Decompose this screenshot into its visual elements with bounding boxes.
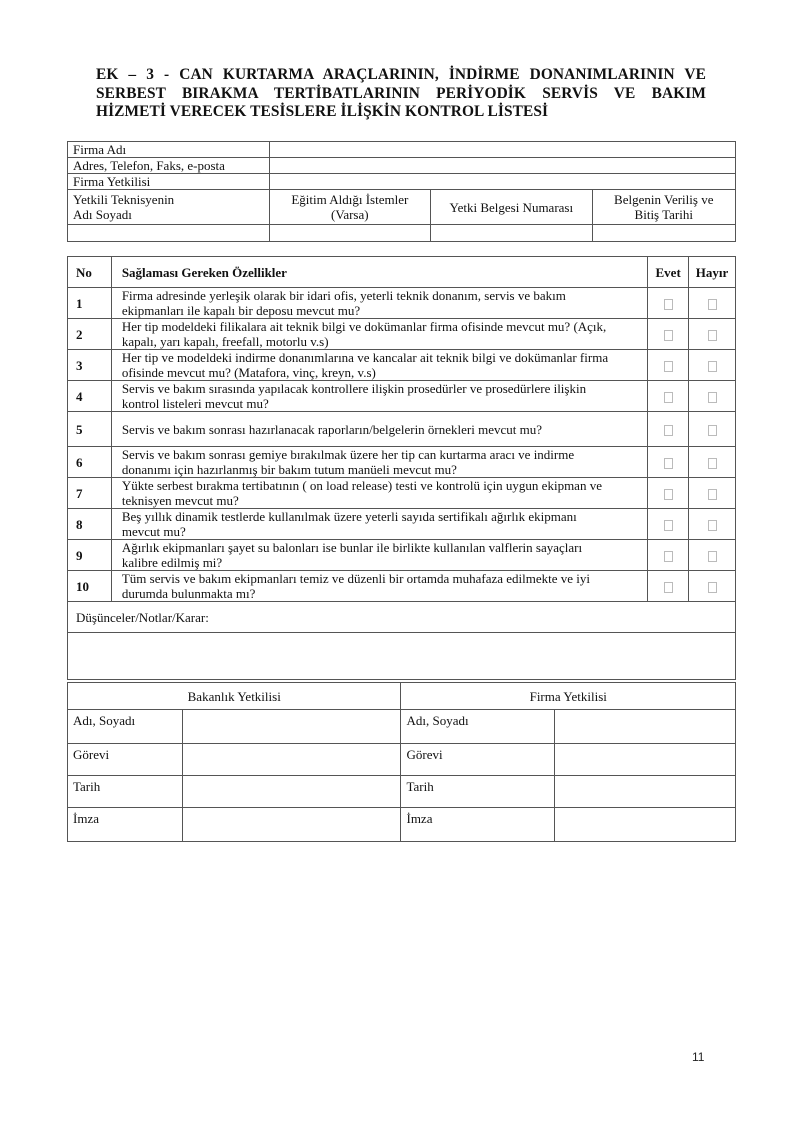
firm-info-row xyxy=(68,158,736,174)
certificate-dates-header-line2: Bitiş Tarihi xyxy=(634,207,693,222)
technician-name-field[interactable] xyxy=(68,225,270,242)
checklist-row xyxy=(68,571,736,602)
no-answer-checkbox[interactable] xyxy=(708,330,717,341)
yes-cell xyxy=(648,571,689,602)
no-answer-checkbox[interactable] xyxy=(708,392,717,403)
item-requirement-line2: teknisyen mevcut mu? xyxy=(121,493,239,508)
item-requirement xyxy=(111,381,647,412)
no-answer-checkbox[interactable] xyxy=(708,489,717,500)
item-number: 6 xyxy=(68,447,112,478)
firm-name-field[interactable] xyxy=(269,142,735,158)
checklist-header-row xyxy=(68,257,736,288)
firm-signature-field[interactable] xyxy=(554,808,735,842)
title-line-3: HİZMETİ VERECEK TESİSLERE İLİŞKİN KONTROL LİSTESİ xyxy=(96,103,549,120)
checklist-row xyxy=(68,288,736,319)
item-number: 3 xyxy=(68,350,112,381)
item-requirement xyxy=(111,288,647,319)
item-requirement-line2: donanımı için hazırlanmış bir bakım tutum manüeli mevcut mu? xyxy=(121,462,457,477)
item-number: 7 xyxy=(68,478,112,509)
checklist-row xyxy=(68,381,736,412)
signature-row xyxy=(68,710,736,744)
item-requirement-line2: mevcut mu? xyxy=(121,524,186,539)
notes-area-row xyxy=(68,633,736,680)
notes-label-row xyxy=(68,602,736,633)
ministry-position-label: Görevi xyxy=(68,744,183,776)
certificate-dates-header xyxy=(592,190,735,225)
firm-authority-label: Firma Yetkilisi xyxy=(68,174,270,190)
training-header-line2: (Varsa) xyxy=(331,207,369,222)
yes-cell xyxy=(648,478,689,509)
item-requirement xyxy=(111,319,647,350)
no-answer-cell xyxy=(689,478,736,509)
training-field[interactable] xyxy=(269,225,430,242)
yes-cell xyxy=(648,288,689,319)
technician-header-row xyxy=(68,190,736,225)
yes-checkbox[interactable] xyxy=(664,582,673,593)
firm-authority-field[interactable] xyxy=(269,174,735,190)
item-requirement-line1: Servis ve bakım sonrası gemiye bırakılmak üzere her tip can kurtarma aracı ve indirme xyxy=(121,447,575,462)
yes-checkbox[interactable] xyxy=(664,551,673,562)
item-requirement-line1: Yükte serbest bırakma tertibatının ( on load release) testi ve kontrolü için uygun ekipman ve xyxy=(121,478,602,493)
ministry-signature-label: İmza xyxy=(68,808,183,842)
checklist-row xyxy=(68,412,736,447)
item-requirement-line1: Servis ve bakım sırasında yapılacak kontrollere ilişkin prosedürler ve prosedürlere ilişkin xyxy=(121,381,587,396)
checklist-row xyxy=(68,540,736,571)
item-requirement xyxy=(111,412,647,447)
yes-cell xyxy=(648,381,689,412)
checklist-body xyxy=(68,288,736,602)
notes-field[interactable] xyxy=(68,633,736,680)
checklist-row xyxy=(68,447,736,478)
yes-cell xyxy=(648,412,689,447)
item-requirement-line2: ekipmanları ile kapalı bir deposu mevcut mu? xyxy=(121,303,361,318)
firm-position-label: Görevi xyxy=(401,744,554,776)
firm-name-sig-field[interactable] xyxy=(554,710,735,744)
no-answer-cell xyxy=(689,447,736,478)
item-number: 4 xyxy=(68,381,112,412)
certificate-dates-header-line1: Belgenin Veriliş ve xyxy=(614,192,714,207)
no-answer-cell xyxy=(689,540,736,571)
certificate-number-header: Yetki Belgesi Numarası xyxy=(431,190,592,225)
no-answer-checkbox[interactable] xyxy=(708,458,717,469)
no-answer-cell xyxy=(689,509,736,540)
technician-row xyxy=(68,225,736,242)
signature-row xyxy=(68,808,736,842)
technician-name-header-line2: Adı Soyadı xyxy=(73,207,132,222)
item-requirement xyxy=(111,447,647,478)
ministry-name-label: Adı, Soyadı xyxy=(68,710,183,744)
item-number: 8 xyxy=(68,509,112,540)
item-requirement-line1: Tüm servis ve bakım ekipmanları temiz ve düzenli bir ortamda muhafaza edilmekte ve iyi xyxy=(121,571,591,586)
ministry-position-field[interactable] xyxy=(183,744,401,776)
item-requirement-line1: Ağırlık ekipmanları şayet su balonları ise bunlar ile birlikte kullanılan valflerin sayaçları xyxy=(121,540,583,555)
training-header xyxy=(269,190,430,225)
no-answer-cell xyxy=(689,319,736,350)
notes-label: Düşünceler/Notlar/Karar: xyxy=(68,602,736,633)
firm-info-row xyxy=(68,142,736,158)
ministry-official-header: Bakanlık Yetkilisi xyxy=(68,683,401,710)
certificate-dates-field[interactable] xyxy=(592,225,735,242)
yes-cell xyxy=(648,540,689,571)
no-answer-checkbox[interactable] xyxy=(708,425,717,436)
item-requirement-line2: kontrol listeleri mevcut mu? xyxy=(121,396,269,411)
page-number: 11 xyxy=(692,1050,705,1064)
ministry-name-field[interactable] xyxy=(183,710,401,744)
firm-info-table xyxy=(67,141,736,242)
yes-cell xyxy=(648,447,689,478)
yes-checkbox[interactable] xyxy=(664,489,673,500)
item-requirement-line1: Beş yıllık dinamik testlerde kullanılmak üzere yeterli sayıda sertifikalı ağırlık ekipmanı xyxy=(121,509,577,524)
item-number: 5 xyxy=(68,412,112,447)
item-requirement xyxy=(111,350,647,381)
certificate-number-field[interactable] xyxy=(431,225,592,242)
item-requirement-line2: ofisinde mevcut mu? (Matafora, vinç, kreyn, v.s) xyxy=(121,365,376,380)
no-answer-cell xyxy=(689,350,736,381)
item-number: 2 xyxy=(68,319,112,350)
checklist-table xyxy=(67,256,736,680)
no-answer-checkbox[interactable] xyxy=(708,299,717,310)
title-line-2: SERBEST BIRAKMA TERTİBATLARININ PERİYODİK SERVİS VE BAKIM xyxy=(96,84,706,102)
yes-column-header: Evet xyxy=(648,257,689,288)
firm-name-label: Firma Adı xyxy=(68,142,270,158)
yes-cell xyxy=(648,319,689,350)
firm-position-field[interactable] xyxy=(554,744,735,776)
technician-name-header xyxy=(68,190,270,225)
no-column-header: No xyxy=(68,257,112,288)
no-answer-cell xyxy=(689,288,736,319)
item-requirement-line1: Firma adresinde yerleşik olarak bir idari ofis, yeterli teknik donanım, servis ve bakım xyxy=(121,288,566,303)
checklist-row xyxy=(68,478,736,509)
firm-date-field[interactable] xyxy=(554,776,735,808)
firm-signature-label: İmza xyxy=(401,808,554,842)
no-answer-column-header: Hayır xyxy=(689,257,736,288)
training-header-line1: Eğitim Aldığı İstemler xyxy=(291,192,409,207)
requirement-column-header: Sağlaması Gereken Özellikler xyxy=(111,257,647,288)
yes-checkbox[interactable] xyxy=(664,425,673,436)
yes-checkbox[interactable] xyxy=(664,458,673,469)
ministry-date-field[interactable] xyxy=(183,776,401,808)
signature-header-row xyxy=(68,683,736,710)
item-requirement-line2: durumda bulunmakta mı? xyxy=(121,586,256,601)
yes-cell xyxy=(648,350,689,381)
item-requirement-line1: Servis ve bakım sonrası hazırlanacak raporların/belgelerin örnekleri mevcut mu? xyxy=(121,421,542,437)
item-number: 1 xyxy=(68,288,112,319)
item-requirement xyxy=(111,571,647,602)
item-requirement-line2: kalibre edilmiş mi? xyxy=(121,555,223,570)
item-number: 10 xyxy=(68,571,112,602)
firm-official-header: Firma Yetkilisi xyxy=(401,683,736,710)
checklist-row xyxy=(68,509,736,540)
firm-contact-field[interactable] xyxy=(269,158,735,174)
yes-cell xyxy=(648,509,689,540)
no-answer-cell xyxy=(689,412,736,447)
item-requirement-line2: kapalı, yarı kapalı, freefall, motorlu v.s) xyxy=(121,334,329,349)
item-number: 9 xyxy=(68,540,112,571)
signature-row xyxy=(68,776,736,808)
document-title xyxy=(96,66,706,122)
item-requirement xyxy=(111,509,647,540)
yes-checkbox[interactable] xyxy=(664,361,673,372)
title-line-1: EK – 3 - CAN KURTARMA ARAÇLARININ, İNDİRME DONANIMLARININ VE xyxy=(96,66,706,83)
item-requirement-line1: Her tip ve modeldeki indirme donanımlarına ve kancalar ait teknik bilgi ve dokümanlar firma xyxy=(121,350,609,365)
no-answer-checkbox[interactable] xyxy=(708,361,717,372)
no-answer-checkbox[interactable] xyxy=(708,520,717,531)
firm-name-sig-label: Adı, Soyadı xyxy=(401,710,554,744)
signature-row xyxy=(68,744,736,776)
yes-checkbox[interactable] xyxy=(664,392,673,403)
yes-checkbox[interactable] xyxy=(664,299,673,310)
firm-date-label: Tarih xyxy=(401,776,554,808)
technician-name-header-line1: Yetkili Teknisyenin xyxy=(73,192,175,207)
firm-info-row xyxy=(68,174,736,190)
item-requirement-line1: Her tip modeldeki filikalara ait teknik bilgi ve dokümanlar firma ofisinde mevcut mu? (Açık, xyxy=(121,319,607,334)
yes-checkbox[interactable] xyxy=(664,330,673,341)
signature-table xyxy=(67,682,736,842)
firm-contact-label: Adres, Telefon, Faks, e-posta xyxy=(68,158,270,174)
no-answer-cell xyxy=(689,571,736,602)
item-requirement xyxy=(111,540,647,571)
item-requirement xyxy=(111,478,647,509)
no-answer-checkbox[interactable] xyxy=(708,551,717,562)
checklist-row xyxy=(68,319,736,350)
ministry-date-label: Tarih xyxy=(68,776,183,808)
no-answer-checkbox[interactable] xyxy=(708,582,717,593)
ministry-signature-field[interactable] xyxy=(183,808,401,842)
no-answer-cell xyxy=(689,381,736,412)
yes-checkbox[interactable] xyxy=(664,520,673,531)
checklist-row xyxy=(68,350,736,381)
